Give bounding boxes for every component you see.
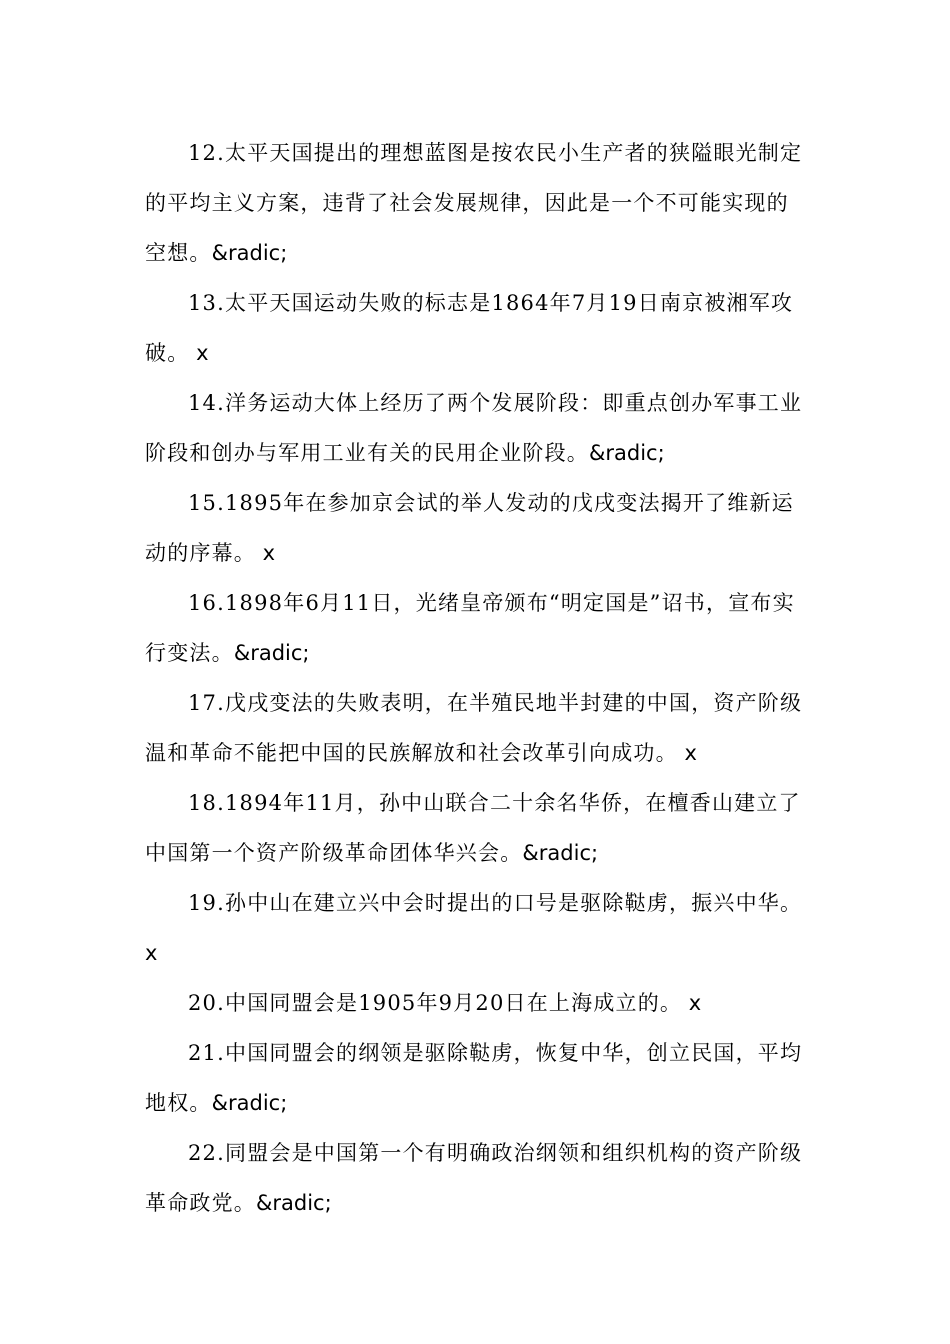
question-item-19 bbox=[145, 878, 807, 978]
answer-mark: x bbox=[145, 941, 158, 965]
question-text: 16.1898年6月11日，光绪皇帝颁布“明定国是”诏书，宣布实行变法。 bbox=[145, 591, 795, 665]
question-item-20 bbox=[145, 978, 807, 1028]
question-text: 12.太平天国提出的理想蓝图是按农民小生产者的狭隘眼光制定的平均主义方案，违背了社会发展规律，因此是一个不可能实现的空想。 bbox=[145, 141, 803, 265]
answer-mark: &radic; bbox=[522, 841, 599, 865]
question-text: 15.1895年在参加京会试的举人发动的戊戌变法揭开了维新运动的序幕。 bbox=[145, 491, 794, 565]
question-text: 13.太平天国运动失败的标志是1864年7月19日南京被湘军攻破。 bbox=[145, 291, 794, 365]
question-text: 14.洋务运动大体上经历了两个发展阶段：即重点创办军事工业阶段和创办与军用工业有关的民用企业阶段。 bbox=[145, 391, 803, 465]
question-item-12 bbox=[145, 128, 807, 278]
answer-mark: x bbox=[256, 541, 276, 565]
question-item-14 bbox=[145, 378, 807, 478]
answer-mark: x bbox=[189, 341, 209, 365]
answer-mark: &radic; bbox=[211, 241, 288, 265]
question-text: 19.孙中山在建立兴中会时提出的口号是驱除鞑虏，振兴中华。 bbox=[188, 891, 803, 915]
question-item-22 bbox=[145, 1128, 807, 1228]
question-item-18 bbox=[145, 778, 807, 878]
question-item-21 bbox=[145, 1028, 807, 1128]
answer-mark: &radic; bbox=[256, 1191, 332, 1215]
answer-mark: &radic; bbox=[211, 1091, 288, 1115]
question-item-13 bbox=[145, 278, 807, 378]
question-text: 17.戊戌变法的失败表明，在半殖民地半封建的中国，资产阶级温和革命不能把中国的民族解放和社会改革引向成功。 bbox=[145, 691, 803, 765]
question-text: 22.同盟会是中国第一个有明确政治纲领和组织机构的资产阶级革命政党。 bbox=[145, 1141, 803, 1215]
question-text: 20.中国同盟会是1905年9月20日在上海成立的。 bbox=[188, 991, 683, 1015]
question-item-16 bbox=[145, 578, 807, 678]
question-item-17 bbox=[145, 678, 807, 778]
answer-mark: &radic; bbox=[233, 641, 310, 665]
answer-mark: &radic; bbox=[589, 441, 665, 465]
answer-mark: x bbox=[677, 741, 697, 765]
question-item-15 bbox=[145, 478, 807, 578]
question-text: 18.1894年11月，孙中山联合二十余名华侨，在檀香山建立了中国第一个资产阶级革命团体华兴会。 bbox=[145, 791, 801, 865]
answer-mark: x bbox=[682, 991, 702, 1015]
question-text: 21.中国同盟会的纲领是驱除鞑虏，恢复中华，创立民国，平均地权。 bbox=[145, 1041, 803, 1115]
question-list bbox=[145, 128, 807, 1228]
